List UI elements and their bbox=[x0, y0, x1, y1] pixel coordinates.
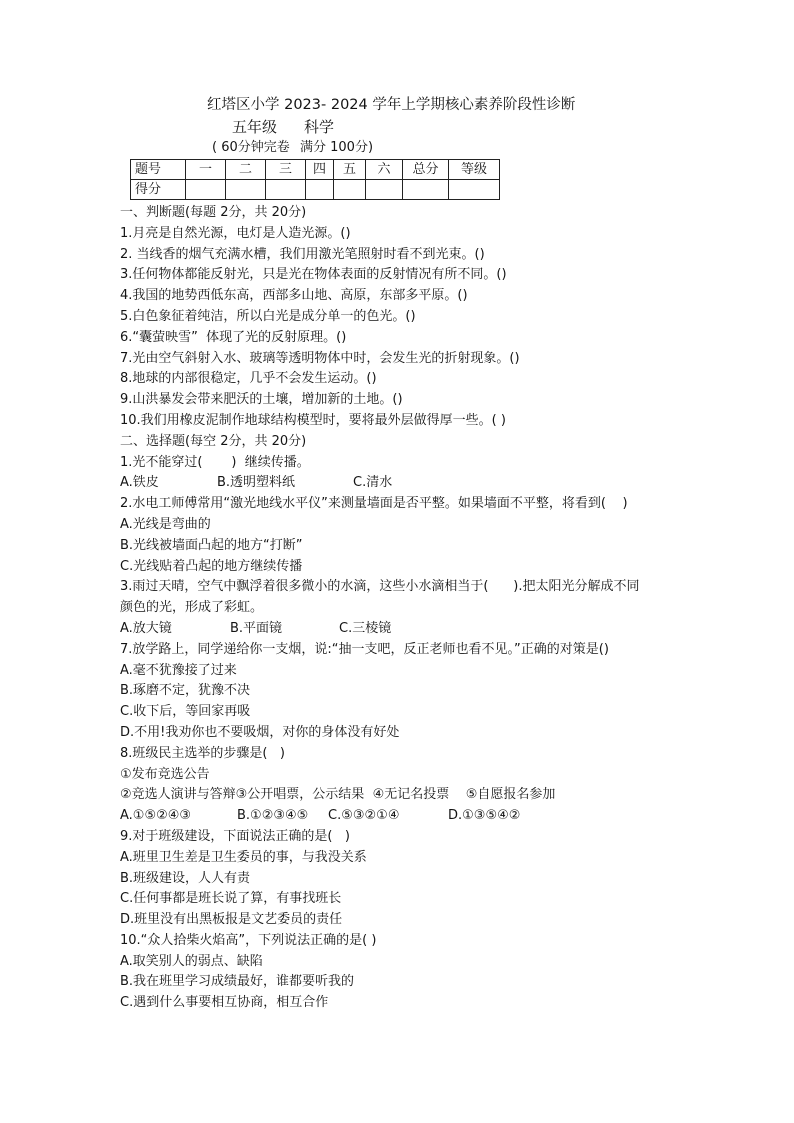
election-step-line: ①发布竞选公告 bbox=[120, 766, 210, 782]
score-table bbox=[130, 159, 500, 200]
choice-option: C.⑤③②①④ bbox=[328, 808, 400, 824]
true-false-question: 10.我们用橡皮泥制作地球结构模型时，要将最外层做得厚一些。( ) bbox=[120, 412, 506, 428]
true-false-question: 9.山洪暴发会带来肥沃的土壤，增加新的土地。() bbox=[120, 392, 403, 408]
choice-option: C.遇到什么事要相互协商，相互合作 bbox=[120, 995, 329, 1011]
score-table-col: 四 bbox=[306, 160, 334, 180]
score-cell bbox=[226, 180, 266, 200]
choice-option: D.班里没有出黑板报是文艺委员的责任 bbox=[120, 912, 343, 928]
choice-option: A.放大镜 bbox=[120, 620, 172, 636]
choice-option: A.取笑别人的弱点、缺陷 bbox=[120, 953, 263, 969]
score-table-col: 等级 bbox=[449, 160, 500, 180]
true-false-question: 4.我国的地势西低东高，西部多山地、高原，东部多平原。() bbox=[120, 288, 468, 304]
score-cell bbox=[306, 180, 334, 200]
choice-question-stem: 7.放学路上，同学递给你一支烟，说:“抽一支吧，反正老师也看不见。”正确的对策是() bbox=[120, 641, 609, 657]
choice-option: A.毫不犹豫接了过来 bbox=[120, 662, 237, 678]
subject-label: 科学 bbox=[304, 118, 335, 136]
true-false-question: 6.“囊萤映雪” 体现了光的反射原理。() bbox=[120, 329, 347, 345]
choice-options-row bbox=[120, 806, 720, 827]
exam-score-note: 满分 100分) bbox=[300, 140, 374, 155]
choice-options-row bbox=[120, 473, 720, 494]
true-false-question: 8.地球的内部很稳定，几乎不会发生运动。() bbox=[120, 371, 377, 387]
choice-option: C.三棱镜 bbox=[339, 620, 392, 636]
choice-option: C.清水 bbox=[353, 475, 393, 491]
choice-option: B.我在班里学习成绩最好，谁都要听我的 bbox=[120, 974, 355, 990]
score-table-col: 五 bbox=[334, 160, 366, 180]
election-step-line: ②竞选人演讲与答辩③公开唱票，公示结果 ④无记名投票 ⑤自愿报名参加 bbox=[120, 787, 556, 803]
score-cell bbox=[366, 180, 403, 200]
true-false-question: 2. 当线香的烟气充满水槽，我们用激光笔照射时看不到光束。() bbox=[120, 246, 485, 262]
choice-option: D.不用!我劝你也不要吸烟，对你的身体没有好处 bbox=[120, 724, 400, 740]
choice-option: C.光线贴着凸起的地方继续传播 bbox=[120, 558, 303, 574]
score-table-col: 总分 bbox=[403, 160, 449, 180]
true-false-question: 1.月亮是自然光源，电灯是人造光源。() bbox=[120, 225, 351, 241]
exam-time-note: ( 60分钟完卷 bbox=[212, 140, 290, 155]
choice-option: C.收下后，等回家再吸 bbox=[120, 704, 251, 720]
score-cell bbox=[449, 180, 500, 200]
section-heading: 二、选择题(每空 2分，共 20分) bbox=[120, 433, 307, 449]
choice-option: D.①③⑤④② bbox=[448, 808, 521, 824]
score-table-col: 六 bbox=[366, 160, 403, 180]
choice-question-stem: 2.水电工师傅常用“激光地线水平仪”来测量墙面是否平整。如果墙面不平整，将看到( ) bbox=[120, 496, 628, 512]
score-table-header-label: 题号 bbox=[131, 160, 186, 180]
score-table-col: 一 bbox=[186, 160, 226, 180]
true-false-question: 3.任何物体都能反射光，只是光在物体表面的反射情况有所不同。() bbox=[120, 267, 507, 283]
choice-question-stem: 9.对于班级建设，下面说法正确的是( ) bbox=[120, 828, 350, 844]
choice-option: B.透明塑料纸 bbox=[217, 475, 296, 491]
choice-option: B.①②③④⑤ bbox=[237, 808, 309, 824]
choice-option: B.平面镜 bbox=[230, 620, 283, 636]
grade-label: 五年级 bbox=[232, 118, 278, 136]
score-cell bbox=[266, 180, 306, 200]
section-heading: 一、判断题(每题 2分，共 20分) bbox=[120, 205, 307, 220]
score-cell bbox=[334, 180, 366, 200]
score-cell bbox=[403, 180, 449, 200]
choice-question-stem-continued: 颜色的光，形成了彩虹。 bbox=[120, 600, 264, 616]
choice-options-row bbox=[120, 619, 720, 640]
score-table-row-label: 得分 bbox=[131, 180, 186, 200]
true-false-question: 7.光由空气斜射入水、玻璃等透明物体中时，会发生光的折射现象。() bbox=[120, 350, 520, 366]
score-table-score-row bbox=[131, 180, 500, 200]
score-table-col: 二 bbox=[226, 160, 266, 180]
choice-question-stem: 10.“众人拾柴火焰高”，下列说法正确的是( ) bbox=[120, 932, 377, 948]
choice-option: A.铁皮 bbox=[120, 475, 159, 491]
choice-option: A.光线是弯曲的 bbox=[120, 516, 211, 532]
score-table-header-row bbox=[131, 160, 500, 180]
score-table-col: 三 bbox=[266, 160, 306, 180]
exam-title: 红塔区小学 2023- 2024 学年上学期核心素养阶段性诊断 bbox=[207, 97, 576, 113]
true-false-question: 5.白色象征着纯洁，所以白光是成分单一的色光。() bbox=[120, 308, 416, 324]
choice-option: B.光线被墙面凸起的地方“打断” bbox=[120, 537, 303, 553]
choice-option: B.琢磨不定，犹豫不决 bbox=[120, 683, 251, 699]
choice-option: A.班里卫生差是卫生委员的事，与我没关系 bbox=[120, 849, 367, 865]
choice-option: B.班级建设，人人有责 bbox=[120, 870, 251, 886]
choice-option: A.①⑤②④③ bbox=[120, 808, 192, 824]
score-cell bbox=[186, 180, 226, 200]
exam-body bbox=[120, 203, 720, 1014]
choice-option: C.任何事都是班长说了算，有事找班长 bbox=[120, 891, 342, 907]
choice-question-stem: 1.光不能穿过( ) 继续传播。 bbox=[120, 454, 310, 470]
choice-question-stem: 8.班级民主选举的步骤是( ) bbox=[120, 745, 285, 761]
choice-question-stem: 3.雨过天晴，空气中飘浮着很多微小的水滴，这些小水滴相当于( ).把太阳光分解成不同 bbox=[120, 579, 640, 595]
